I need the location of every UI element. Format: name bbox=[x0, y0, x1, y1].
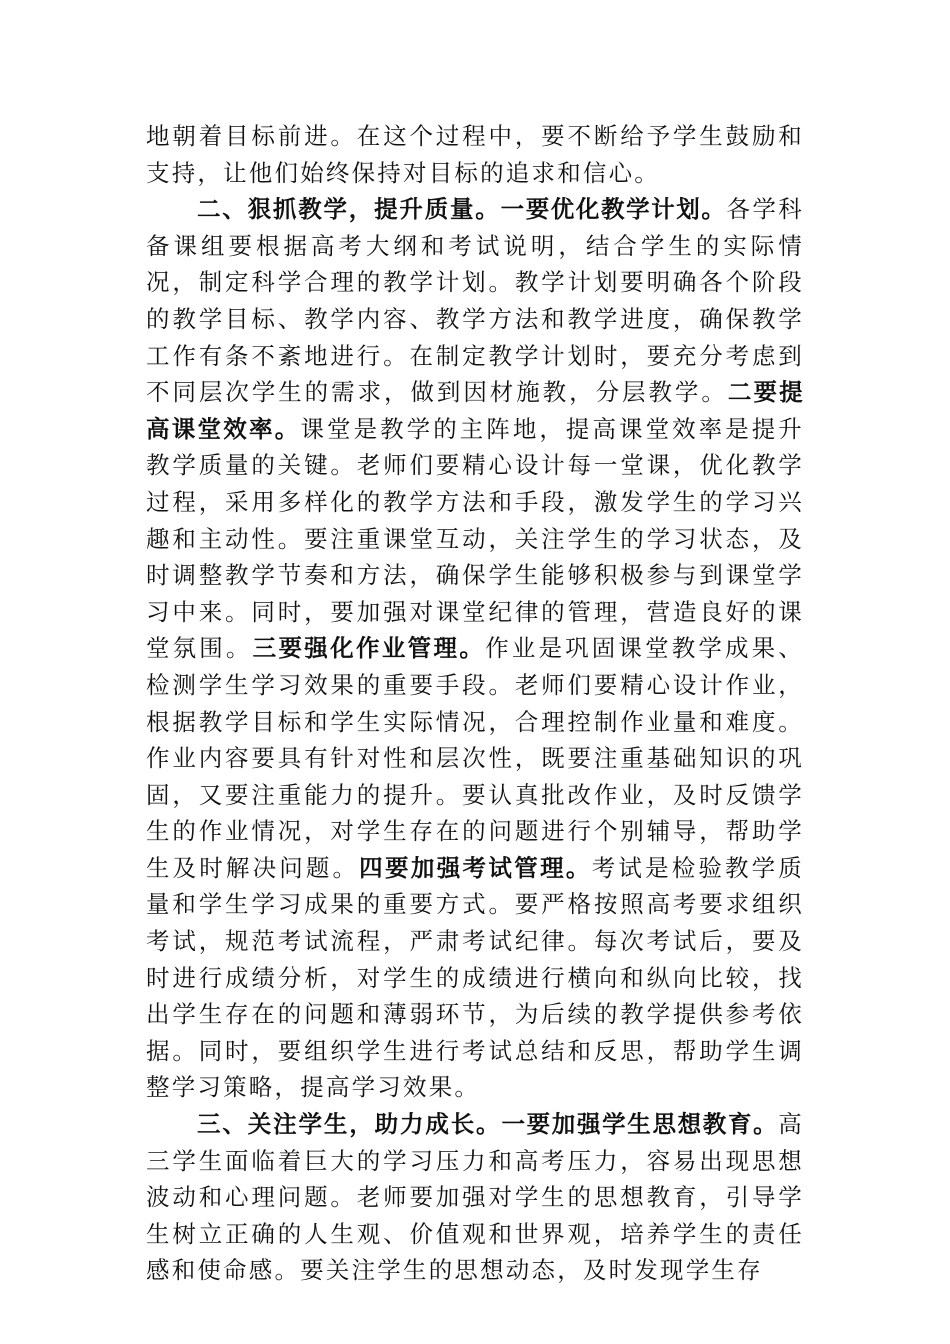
section-heading-2: 二、狠抓教学，提升质量。 bbox=[197, 195, 501, 224]
paragraph-3-text-1: 高三学生面临着巨大的学习压力和高考压力，容易出现思想波动和心理问题。老师要加强对学生的思想教育，引导学生树立正确的人生观、价值观和世界观，培养学生的责任感和使命感。要关注学生的思想动态，及时发现学生存 bbox=[146, 1110, 804, 1285]
section-heading-3: 三、关注学生，助力成长。 bbox=[197, 1110, 502, 1139]
paragraph-2-text-2: 课堂是教学的主阵地，提高课堂效率是提升教学质量的关键。老师们要精心设计每一堂课，优化教学过程，采用多样化的教学方法和手段，激发学生的学习兴趣和主动性。要注重课堂互动，关注学生的学习状态，及时调整教学节奏和方法，确保学生能够积极参与到课堂学习中来。同时，要加强对课堂纪律的管理，营造良好的课堂氛围。 bbox=[146, 414, 804, 663]
paragraph-3 bbox=[146, 1106, 804, 1289]
paragraph-1-text: 地朝着目标前进。在这个过程中，要不断给予学生鼓励和支持，让他们始终保持对目标的追求和信心。 bbox=[146, 122, 804, 187]
key-point-exams: 四要加强考试管理。 bbox=[359, 853, 592, 882]
key-point-ideological-education: 一要加强学生思想教育。 bbox=[501, 1110, 779, 1139]
key-point-optimize-plan: 一要优化教学计划。 bbox=[500, 195, 727, 224]
key-point-classroom-efficiency: 二要提高课堂效率。 bbox=[146, 378, 805, 443]
paragraph-2-text-4: 考试是检验教学质量和学生学习成果的重要方式。要严格按照高考要求组织考试，规范考试流程，严肃考试纪律。每次考试后，要及时进行成绩分析，对学生的成绩进行横向和纵向比较，找出学生存在的问题和薄弱环节，为后续的教学提供参考依据。同时，要组织学生进行考试总结和反思，帮助学生调整学习策略，提高学习效果。 bbox=[146, 853, 804, 1102]
paragraph-2 bbox=[146, 191, 804, 1106]
paragraph-1 bbox=[146, 118, 804, 191]
key-point-homework: 三要强化作业管理。 bbox=[252, 634, 486, 663]
paragraph-2-text-1: 各学科备课组要根据高考大纲和考试说明，结合学生的实际情况，制定科学合理的教学计划。教学计划要明确各个阶段的教学目标、教学内容、教学方法和教学进度，确保教学工作有条不紊地进行。在制定教学计划时，要充分考虑到不同层次学生的需求，做到因材施教，分层教学。 bbox=[146, 195, 804, 407]
paragraph-2-text-3: 作业是巩固课堂教学成果、检测学生学习效果的重要手段。老师们要精心设计作业，根据教学目标和学生实际情况，合理控制作业量和难度。作业内容要具有针对性和层次性，既要注重基础知识的巩固，又要注重能力的提升。要认真批改作业，及时反馈学生的作业情况，对学生存在的问题进行个别辅导，帮助学生及时解决问题。 bbox=[146, 634, 804, 882]
document-page bbox=[146, 118, 804, 1289]
